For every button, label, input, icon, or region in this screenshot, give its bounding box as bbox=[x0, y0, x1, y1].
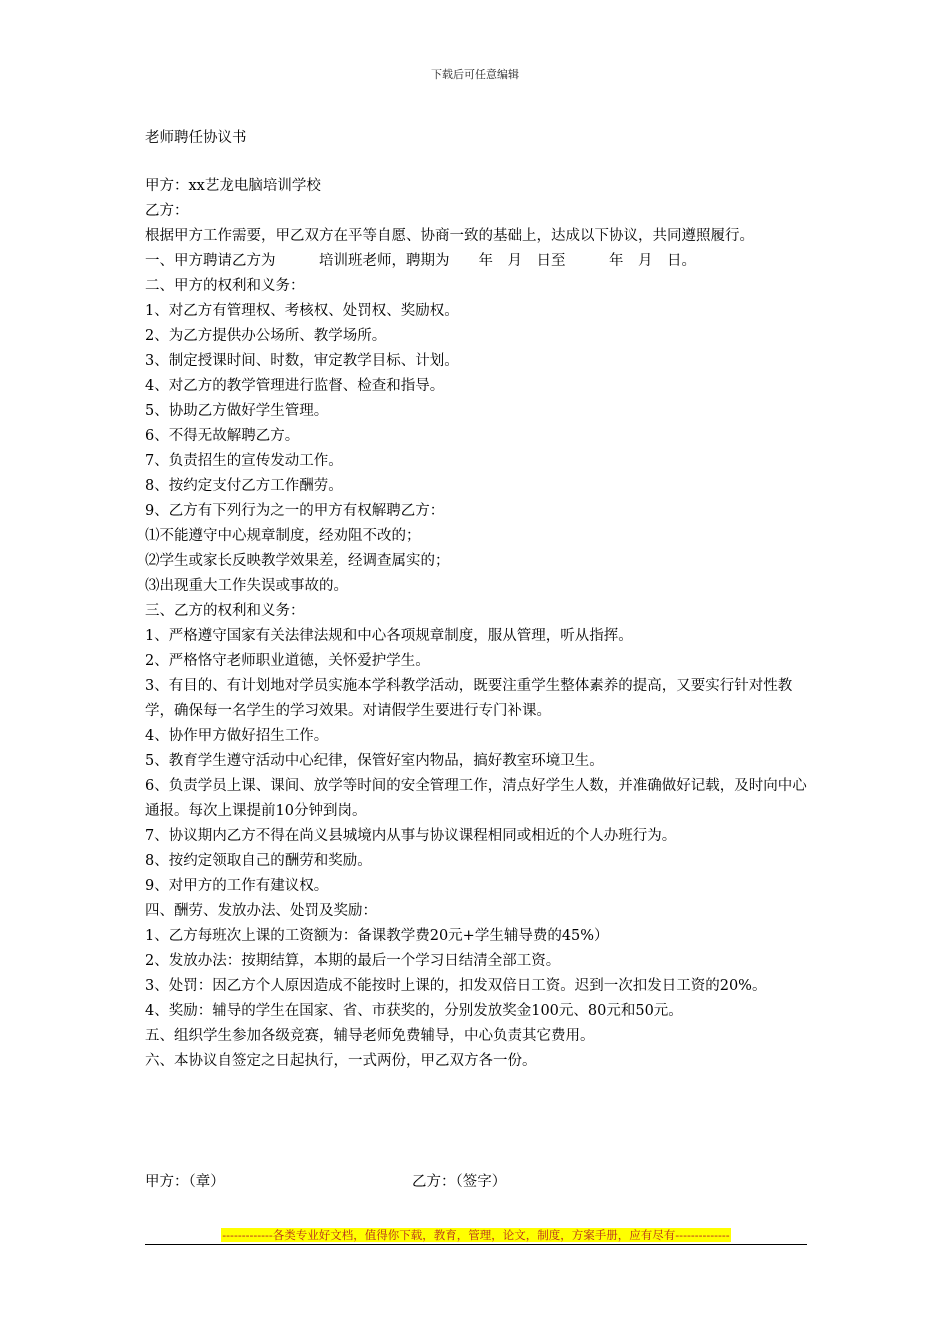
sub-clause-line: ⑶出现重大工作失误或事故的。 bbox=[145, 578, 348, 594]
clause-line: 1、乙方每班次上课的工资额为：备课教学费20元+学生辅导费的45%） bbox=[145, 928, 609, 944]
party-b-signature: 乙方：（签字） bbox=[412, 1174, 507, 1190]
clause-line: 2、为乙方提供办公场所、教学场所。 bbox=[145, 328, 387, 344]
section-heading: 三、乙方的权利和义务： bbox=[145, 603, 305, 619]
section-heading: 二、甲方的权利和义务： bbox=[145, 278, 305, 294]
document-body bbox=[145, 126, 815, 1074]
footer-banner bbox=[145, 1224, 807, 1245]
party-b-line: 乙方： bbox=[145, 203, 189, 219]
clause-line: 4、协作甲方做好招生工作。 bbox=[145, 728, 329, 744]
clause-line: 1、对乙方有管理权、考核权、处罚权、奖励权。 bbox=[145, 303, 459, 319]
sub-clause-line: ⑵学生或家长反映教学效果差，经调查属实的； bbox=[145, 553, 450, 569]
clause-line: 2、严格恪守老师职业道德，关怀爱护学生。 bbox=[145, 653, 430, 669]
paragraph-list bbox=[145, 174, 815, 1074]
clause-line: 4、对乙方的教学管理进行监督、检查和指导。 bbox=[145, 378, 445, 394]
party-a-line: 甲方：xx艺龙电脑培训学校 bbox=[145, 178, 321, 194]
footer-banner-text: -------------各类专业好文档，值得你下载，教育，管理，论文，制度，方案手册，应有尽有-------------- bbox=[222, 1228, 730, 1242]
document-title: 老师聘任协议书 bbox=[145, 130, 247, 146]
clause-line: 5、协助乙方做好学生管理。 bbox=[145, 403, 329, 419]
clause-line: 1、严格遵守国家有关法律法规和中心各项规章制度，服从管理，听从指挥。 bbox=[145, 628, 633, 644]
clause-line: 6、不得无故解聘乙方。 bbox=[145, 428, 300, 444]
clause-line: 9、对甲方的工作有建议权。 bbox=[145, 878, 329, 894]
clause-line: 4、奖励：辅导的学生在国家、省、市获奖的，分别发放奖金100元、80元和50元。 bbox=[145, 1003, 683, 1019]
section-heading: 四、酬劳、发放办法、处罚及奖励： bbox=[145, 903, 377, 919]
signature-row bbox=[145, 1170, 815, 1195]
clause-line: 6、负责学员上课、课间、放学等时间的安全管理工作，清点好学生人数，并准确做好记载，及时向中心通报。每次上课提前10分钟到岗。 bbox=[145, 778, 807, 819]
clause-line: 7、负责招生的宣传发动工作。 bbox=[145, 453, 343, 469]
clause-line: 3、制定授课时间、时数，审定教学目标、计划。 bbox=[145, 353, 459, 369]
preamble-paragraph: 根据甲方工作需要，甲乙双方在平等自愿、协商一致的基础上，达成以下协议，共同遵照履行。 bbox=[145, 228, 754, 244]
clause-line: 7、协议期内乙方不得在尚义县城境内从事与协议课程相同或相近的个人办班行为。 bbox=[145, 828, 677, 844]
clause-line: 8、按约定领取自己的酬劳和奖励。 bbox=[145, 853, 372, 869]
clause-line: 3、有目的、有计划地对学员实施本学科教学活动，既要注重学生整体素养的提高，又要实行针对性教学，确保每一名学生的学习效果。对请假学生要进行专门补课。 bbox=[145, 678, 793, 719]
clause-line: 3、处罚：因乙方个人原因造成不能按时上课的，扣发双倍日工资。迟到一次扣发日工资的20%。 bbox=[145, 978, 767, 994]
section-heading: 五、组织学生参加各级竞赛，辅导老师免费辅导，中心负责其它费用。 bbox=[145, 1028, 595, 1044]
party-a-signature: 甲方：（章） bbox=[145, 1174, 225, 1190]
clause-line: 2、发放办法：按期结算，本期的最后一个学习日结清全部工资。 bbox=[145, 953, 561, 969]
sub-clause-line: ⑴不能遵守中心规章制度，经劝阻不改的； bbox=[145, 528, 421, 544]
clause-line: 9、乙方有下列行为之一的甲方有权解聘乙方： bbox=[145, 503, 445, 519]
clause-line: 5、教育学生遵守活动中心纪律，保管好室内物品，搞好教室环境卫生。 bbox=[145, 753, 604, 769]
header-note: 下载后可任意编辑 bbox=[431, 68, 519, 81]
section-heading: 六、本协议自签定之日起执行，一式两份，甲乙双方各一份。 bbox=[145, 1053, 537, 1069]
clause-line: 8、按约定支付乙方工作酬劳。 bbox=[145, 478, 343, 494]
clause-line: 一、甲方聘请乙方为 培训班老师，聘期为 年 月 日至 年 月 日。 bbox=[145, 253, 696, 269]
